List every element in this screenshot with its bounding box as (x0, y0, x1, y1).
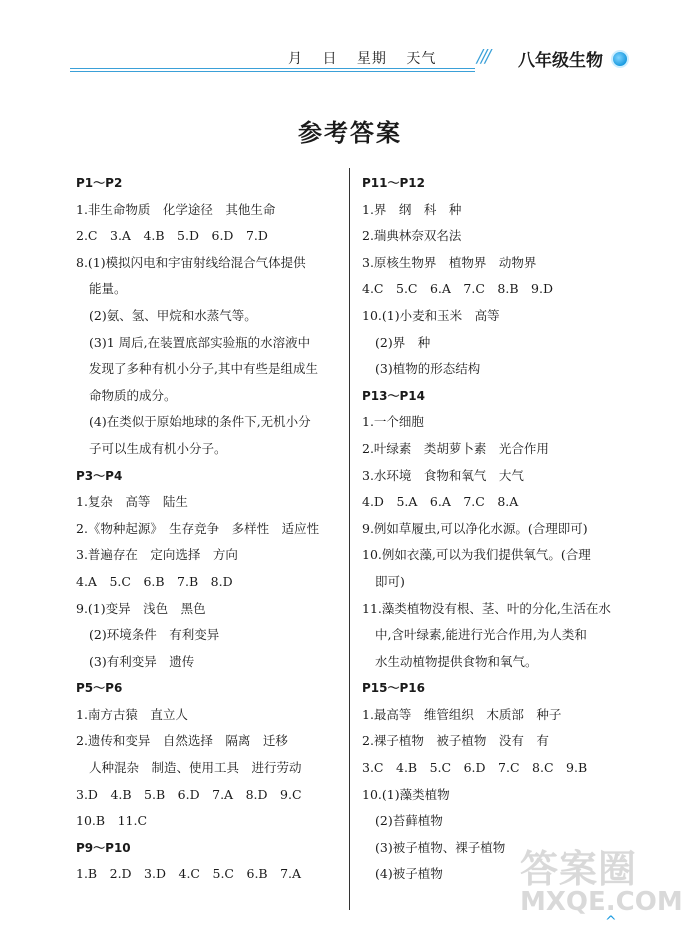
answer-line: 3.水环境 食物和氧气 大气 (362, 467, 524, 483)
section-heading: P1～P2 (76, 176, 123, 190)
right-answer-column (362, 170, 630, 888)
page-header (70, 44, 640, 74)
column-divider (349, 168, 350, 910)
answer-line: (3)有利变异 遗传 (89, 653, 195, 669)
answer-line: 3.D 4.B 5.B 6.D 7.A 8.D 9.C (76, 786, 302, 802)
page-title: 参考答案 (298, 118, 402, 147)
caret-icon: ^ (605, 914, 617, 930)
answer-line: 2.瑞典林奈双名法 (362, 228, 462, 244)
answer-line: 2.裸子植物 被子植物 没有 有 (362, 733, 549, 749)
date-field-weather: 天气 (406, 51, 437, 67)
date-fields (288, 48, 450, 68)
answer-line: 4.C 5.C 6.A 7.C 8.B 9.D (362, 281, 553, 297)
answer-line: (2)环境条件 有利变异 (89, 627, 220, 643)
answer-line: 1.最高等 维管组织 木质部 种子 (362, 706, 562, 722)
answer-line: 8.(1)模拟闪电和宇宙射线给混合气体提供 (76, 254, 306, 270)
answer-line: 3.原核生物界 植物界 动物界 (362, 254, 537, 270)
subject-label: 八年级生物 (518, 51, 603, 71)
answer-line: 2.《物种起源》 生存竞争 多样性 适应性 (76, 520, 320, 536)
answer-line: 9.(1)变异 浅色 黑色 (76, 600, 206, 616)
answer-line: 发现了多种有机小分子,其中有些是组成生 (89, 361, 318, 377)
answer-line: 2.叶绿素 类胡萝卜素 光合作用 (362, 440, 549, 456)
answer-line: 子可以生成有机小分子。 (89, 440, 227, 456)
answer-line: 2.遗传和变异 自然选择 隔离 迁移 (76, 733, 288, 749)
answer-line: 10.(1)藻类植物 (362, 786, 450, 802)
answer-line: 1.复杂 高等 陆生 (76, 494, 188, 510)
section-heading: P9～P10 (76, 840, 131, 855)
answer-line: 水生动植物提供食物和氧气。 (375, 653, 538, 669)
answer-line: 4.D 5.A 6.A 7.C 8.A (362, 494, 519, 510)
date-field-day: 日 (322, 51, 338, 67)
answer-line: 2.C 3.A 4.B 5.D 6.D 7.D (76, 228, 268, 244)
answer-line: 3.普遍存在 定向选择 方向 (76, 547, 238, 563)
answer-line: (2)界 种 (375, 334, 431, 350)
section-heading: P15～P16 (362, 681, 425, 696)
answer-line: 1.非生命物质 化学途径 其他生命 (76, 201, 276, 217)
section-heading: P13～P14 (362, 388, 425, 403)
section-heading: P5～P6 (76, 681, 123, 696)
answer-line: 10.例如衣藻,可以为我们提供氧气。(合理 (362, 547, 591, 563)
answer-line: 人种混杂 制造、使用工具 进行劳动 (89, 760, 302, 776)
section-heading: P3～P4 (76, 468, 123, 483)
answer-line: (2)苔藓植物 (375, 813, 443, 829)
answer-line: 1.B 2.D 3.D 4.C 5.C 6.B 7.A (76, 866, 302, 882)
circle-icon (611, 50, 629, 68)
answer-line: 10.(1)小麦和玉米 高等 (362, 307, 500, 323)
date-field-month: 月 (288, 51, 303, 67)
answer-line: (3)植物的形态结构 (375, 361, 481, 377)
answer-line: (4)被子植物 (375, 866, 443, 882)
answer-line: 1.南方古猿 直立人 (76, 706, 188, 722)
date-field-weekday: 星期 (356, 51, 387, 67)
answer-line: (4)在类似于原始地球的条件下,无机小分 (89, 414, 311, 430)
answer-line: 中,含叶绿素,能进行光合作用,为人类和 (375, 627, 587, 643)
header-slashes: /// (477, 46, 490, 67)
answer-line: 能量。 (89, 281, 127, 297)
header-rule (70, 68, 475, 69)
section-heading: P11～P12 (362, 176, 425, 190)
answer-line: 命物质的成分。 (89, 387, 177, 403)
left-answer-column (76, 170, 338, 888)
answer-line: 9.例如草履虫,可以净化水源。(合理即可) (362, 520, 588, 536)
header-rule (70, 71, 475, 72)
answer-line: 11.藻类植物没有根、茎、叶的分化,生活在水 (362, 600, 611, 616)
answer-line: 即可) (375, 573, 405, 589)
answer-line: 10.B 11.C (76, 813, 148, 829)
watermark-logo-text: 答案圈 (520, 847, 638, 891)
answer-line: (3)1 周后,在装置底部实验瓶的水溶液中 (89, 334, 311, 350)
watermark-url: MXQE.COM (520, 887, 683, 917)
answer-line: (2)氨、氢、甲烷和水蒸气等。 (89, 307, 257, 323)
answer-line: 1.界 纲 科 种 (362, 201, 462, 217)
answer-line: 1.一个细胞 (362, 414, 424, 430)
answer-line: 4.A 5.C 6.B 7.B 8.D (76, 573, 233, 589)
answer-line: (3)被子植物、裸子植物 (375, 839, 506, 855)
answer-line: 3.C 4.B 5.C 6.D 7.C 8.C 9.B (362, 760, 588, 776)
